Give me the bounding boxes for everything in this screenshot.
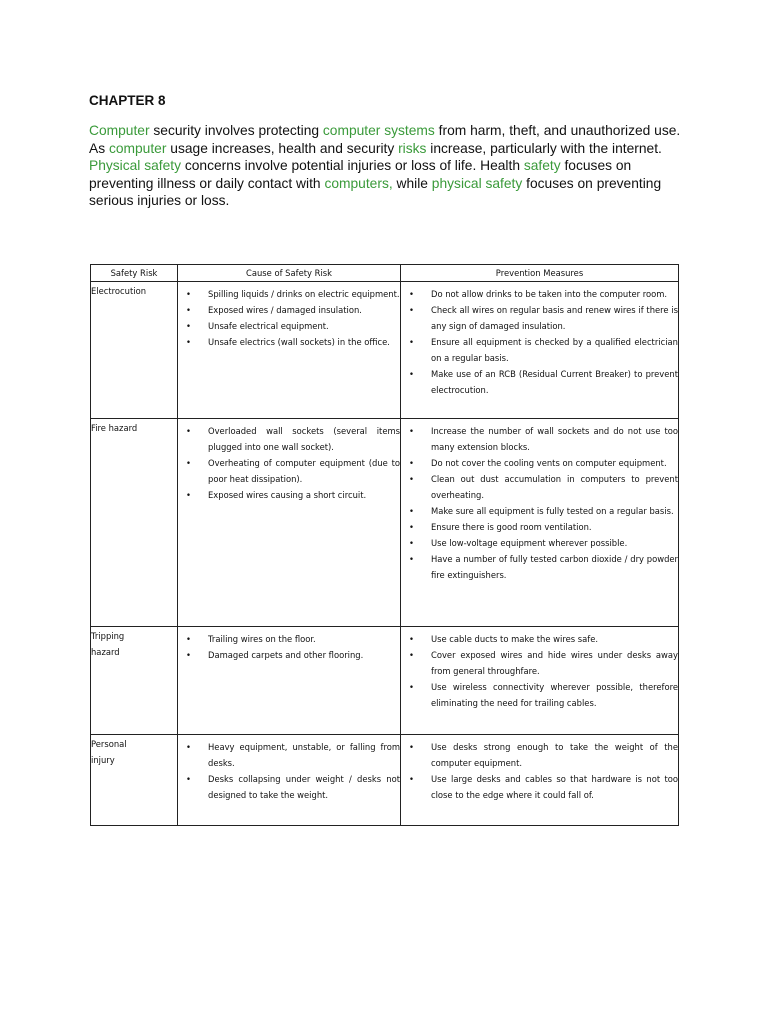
header-safety-risk: Safety Risk bbox=[91, 265, 178, 282]
intro-text: usage increases, health and security bbox=[166, 140, 399, 156]
prevention-item: • Do not allow drinks to be taken into the computer room. bbox=[409, 286, 678, 302]
cause-item: • Spilling liquids / drinks on electric equipment. bbox=[186, 286, 400, 302]
intro-text: focuses on preventing illness or daily contact with bbox=[89, 158, 632, 191]
intro-text: while bbox=[392, 175, 432, 191]
prevention-item: • Increase the number of wall sockets and do not use too many extension blocks. bbox=[409, 423, 678, 455]
cause-item: • Desks collapsing under weight / desks not designed to take the weight. bbox=[186, 771, 400, 803]
prevention-list bbox=[401, 423, 678, 583]
intro-text: security involves protecting bbox=[149, 123, 323, 138]
table-header-row bbox=[91, 265, 679, 282]
cause-item: • Trailing wires on the floor. bbox=[186, 631, 400, 647]
header-prevention: Prevention Measures bbox=[401, 265, 679, 282]
table-row bbox=[91, 627, 679, 735]
risk-name: Fire hazard bbox=[91, 423, 138, 433]
prevention-item: • Ensure all equipment is checked by a qualified electrician on a regular basis. bbox=[409, 334, 678, 366]
prevention-item: • Make sure all equipment is fully tested on a regular basis. bbox=[409, 503, 678, 519]
prevention-cell bbox=[401, 627, 679, 735]
header-cause: Cause of Safety Risk bbox=[178, 265, 401, 282]
risk-cell bbox=[91, 419, 178, 627]
prevention-item: • Have a number of fully tested carbon dioxide / dry powder fire extinguishers. bbox=[409, 551, 678, 583]
cause-list bbox=[178, 286, 400, 350]
cause-list bbox=[178, 631, 400, 663]
cause-cell bbox=[178, 282, 401, 419]
intro-highlight-text: computer bbox=[108, 140, 167, 156]
intro-text: focuses on preventing serious injuries or loss. bbox=[89, 175, 662, 209]
risk-name: Electrocution bbox=[91, 286, 146, 296]
prevention-item: • Check all wires on regular basis and renew wires if there is any sign of damaged insulation. bbox=[409, 302, 678, 334]
prevention-cell bbox=[401, 419, 679, 627]
intro-text: concerns involve potential injuries or loss of life. Health bbox=[181, 158, 524, 174]
risk-cell bbox=[91, 735, 178, 826]
intro-paragraph bbox=[89, 122, 689, 210]
cause-list bbox=[178, 739, 400, 803]
cause-item: • Overloaded wall sockets (several items plugged into one wall socket). bbox=[186, 423, 400, 455]
prevention-item: • Do not cover the cooling vents on computer equipment. bbox=[409, 455, 678, 471]
intro-highlight-text: safety bbox=[523, 158, 561, 174]
cause-cell bbox=[178, 627, 401, 735]
table-row bbox=[91, 735, 679, 826]
cause-item: • Heavy equipment, unstable, or falling from desks. bbox=[186, 739, 400, 771]
intro-text: increase, particularly with the internet. bbox=[426, 140, 662, 156]
cause-item: • Damaged carpets and other flooring. bbox=[186, 647, 400, 663]
intro-highlight-text: Physical safety bbox=[89, 158, 182, 174]
prevention-item: • Use desks strong enough to take the weight of the computer equipment. bbox=[409, 739, 678, 771]
prevention-list bbox=[401, 286, 678, 398]
table-row bbox=[91, 282, 679, 419]
cause-cell bbox=[178, 419, 401, 627]
prevention-item: • Use cable ducts to make the wires safe. bbox=[409, 631, 678, 647]
risk-cell bbox=[91, 282, 178, 419]
intro-highlight-text: computer systems bbox=[322, 123, 435, 138]
intro-highlight-text: physical safety bbox=[431, 175, 523, 191]
cause-item: • Unsafe electrics (wall sockets) in the office. bbox=[186, 334, 400, 350]
prevention-cell bbox=[401, 282, 679, 419]
risk-name: Personal injury bbox=[91, 739, 127, 765]
prevention-item: • Clean out dust accumulation in computers to prevent overheating. bbox=[409, 471, 678, 503]
prevention-item: • Use large desks and cables so that hardware is not too close to the edge where it could fall of. bbox=[409, 771, 678, 803]
prevention-item: • Make use of an RCB (Residual Current Breaker) to prevent electrocution. bbox=[409, 366, 678, 398]
cause-item: • Exposed wires / damaged insulation. bbox=[186, 302, 400, 318]
intro-text: from harm, theft, and unauthorized use. As bbox=[89, 123, 681, 156]
chapter-title: CHAPTER 8 bbox=[89, 93, 166, 108]
prevention-list bbox=[401, 739, 678, 803]
prevention-item: • Cover exposed wires and hide wires under desks away from general throughfare. bbox=[409, 647, 678, 679]
cause-cell bbox=[178, 735, 401, 826]
cause-item: • Unsafe electrical equipment. bbox=[186, 318, 400, 334]
prevention-list bbox=[401, 631, 678, 711]
risk-cell bbox=[91, 627, 178, 735]
cause-item: • Overheating of computer equipment (due to poor heat dissipation). bbox=[186, 455, 400, 487]
intro-highlight-text: risks bbox=[398, 140, 427, 156]
prevention-item: • Ensure there is good room ventilation. bbox=[409, 519, 678, 535]
cause-list bbox=[178, 423, 400, 503]
cause-item: • Exposed wires causing a short circuit. bbox=[186, 487, 400, 503]
prevention-item: • Use low-voltage equipment wherever possible. bbox=[409, 535, 678, 551]
prevention-item: • Use wireless connectivity wherever possible, therefore eliminating the need for trailing cables. bbox=[409, 679, 678, 711]
intro-highlight-text: computers, bbox=[324, 175, 393, 191]
safety-risk-table bbox=[90, 264, 679, 826]
table-row bbox=[91, 419, 679, 627]
risk-name: Tripping hazard bbox=[91, 631, 125, 657]
prevention-cell bbox=[401, 735, 679, 826]
intro-highlight-text: Computer bbox=[89, 123, 150, 138]
